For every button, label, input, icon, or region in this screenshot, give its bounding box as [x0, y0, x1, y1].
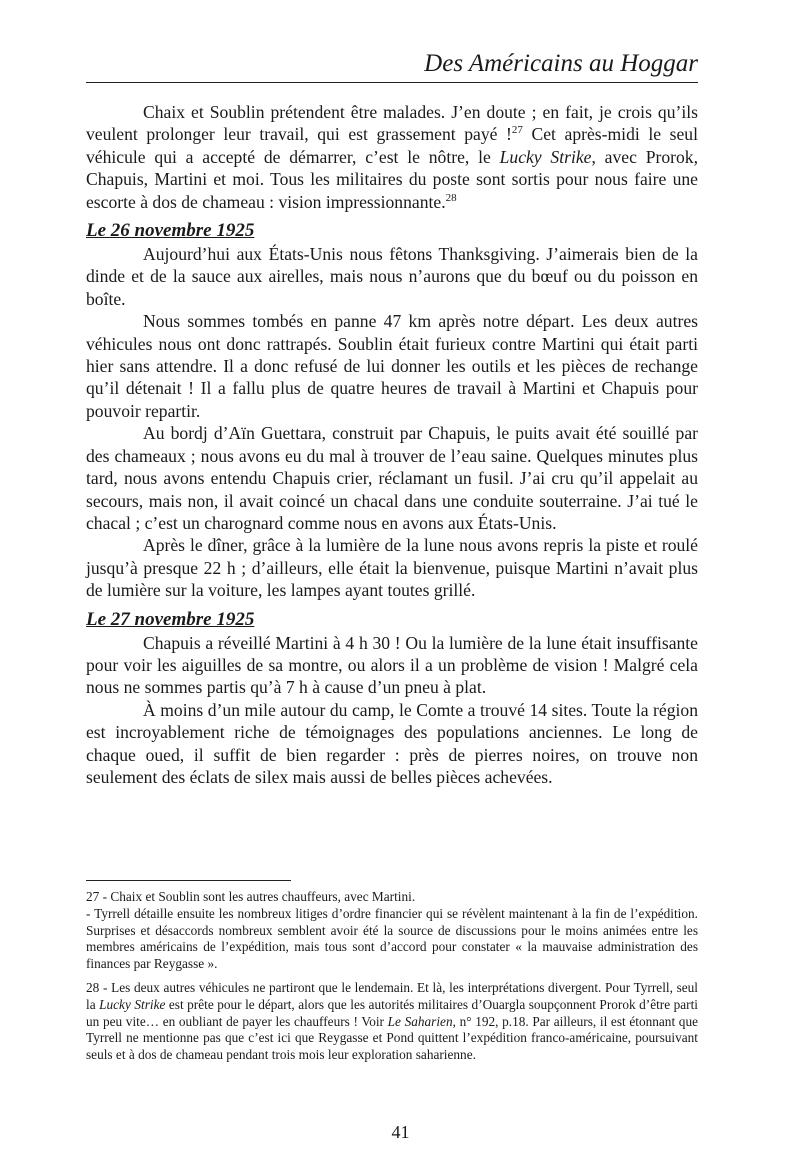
page-number: 41 — [391, 1122, 410, 1142]
footnote-27: 27 - Chaix et Soublin sont les autres chauffeurs, avec Martini. — [86, 889, 416, 904]
paragraph: Aujourd’hui aux États-Unis nous fêtons Thanksgiving. J’aimerais bien de la dinde et de la sauce aux airelles, mais nous n’aurons que du bœuf ou du poisson en boîte. — [86, 244, 698, 309]
paragraph: À moins d’un mile autour du camp, le Comte a trouvé 14 sites. Toute la région est incroyablement riche de témoignages des populations anciennes. Le long de chaque oued, il suffit de bien regarder : près de pierres noires, on trouve non seulement des éclats de silex mais aussi de belles pièces achevées. — [86, 699, 698, 787]
header-rule — [86, 82, 698, 83]
footnotes — [86, 889, 698, 1064]
paragraph: Au bordj d’Aïn Guettara, construit par Chapuis, le puits avait été souillé par des chameaux ; nous avons eu du mal à trouver de l’eau saine. Quelques minutes plus tard, nous avons entendu Chapuis crier, réclamant un fusil. J’ai cru qu’il appelait au secours, mais non, il avait coincé un chacal dans une conduite souterraine. J’ai tué le chacal ; c’est un charognard comme nous en avons aux États-Unis. — [86, 423, 698, 533]
footnote-ref: 28 — [445, 191, 457, 204]
paragraph: Nous sommes tombés en panne 47 km après notre départ. Les deux autres véhicules nous ont donc rattrapés. Soublin était furieux contre Martini qui était parti hier sans attendre. Il a donc refusé de lui donner les outils et les pièces de rechange qu’il détenait ! Il a fallu plus de quatre heures de travail à Martini et Chapuis pour pouvoir repartir. — [86, 311, 698, 421]
footnote-ref: 27 — [511, 124, 523, 137]
running-title: Des Américains au Hoggar — [424, 50, 698, 77]
main-text — [86, 101, 698, 788]
date-heading: Le 26 novembre 1925 — [86, 220, 255, 242]
date-heading: Le 27 novembre 1925 — [86, 608, 255, 630]
footnote-rule — [86, 880, 291, 881]
paragraph: Chaix et Soublin prétendent être malades. J’en doute ; en fait, je crois qu’ils veulent prolonger leur travail, qui est grassement payé !$^{27}$ Cet après-midi le seul véhicule qui a accepté de démarrer, c’est le nôtre, le Lucky Strike, avec Prorok, Chapuis, Martini et moi. Tous les militaires du poste sont sortis pour nous faire une escorte à dos de chameau : vision impressionnante.$^{28}$ — [86, 102, 698, 212]
footnote-27-continued: - Tyrrell détaille ensuite les nombreux litiges d’ordre financier qui se révèlent maintenant à la fin de l’expédition. Surprises et désaccords nombreux semblent avoir été la source de discussions pour le moins animées entre les membres américains de l’expédition, mais tous sont d’accord pour constater « la mauvaise administration des finances par Reygasse ». — [86, 905, 698, 972]
paragraph: Chapuis a réveillé Martini à 4 h 30 ! Ou la lumière de la lune était insuffisante pour voir les aiguilles de sa montre, ou alors il a un problème de vision ! Malgré cela nous ne sommes partis qu’à 7 h à cause d’un pneu à plat. — [86, 632, 698, 698]
paragraph: Après le dîner, grâce à la lumière de la lune nous avons repris la piste et roulé jusqu’à presque 22 h ; d’ailleurs, elle était la bienvenue, puisque Martini n’avait plus de lumière sur la voiture, les lampes ayant toutes grillé. — [86, 535, 698, 601]
vehicle-name: Lucky Strike — [499, 146, 592, 167]
footnote-28: 28 - Les deux autres véhicules ne partiront que le lendemain. Et là, les interprétations divergent. Pour Tyrrell, seul la Lucky Strike est prête pour le départ, alors que les autorités militaires d’Ouargla soupçonnent Prorok d’être parti un peu vite… en oubliant de payer les chauffeurs ! Voir Le Saharien, n° 192, p.18. Par ailleurs, il est étonnant que Tyrrell ne mentionne pas que c’est ici que Reygasse et Pond quittent l’expédition franco-américaine, poursuivant seuls et à dos de chameau pendant trois mois leur exploration saharienne. — [86, 979, 698, 1063]
